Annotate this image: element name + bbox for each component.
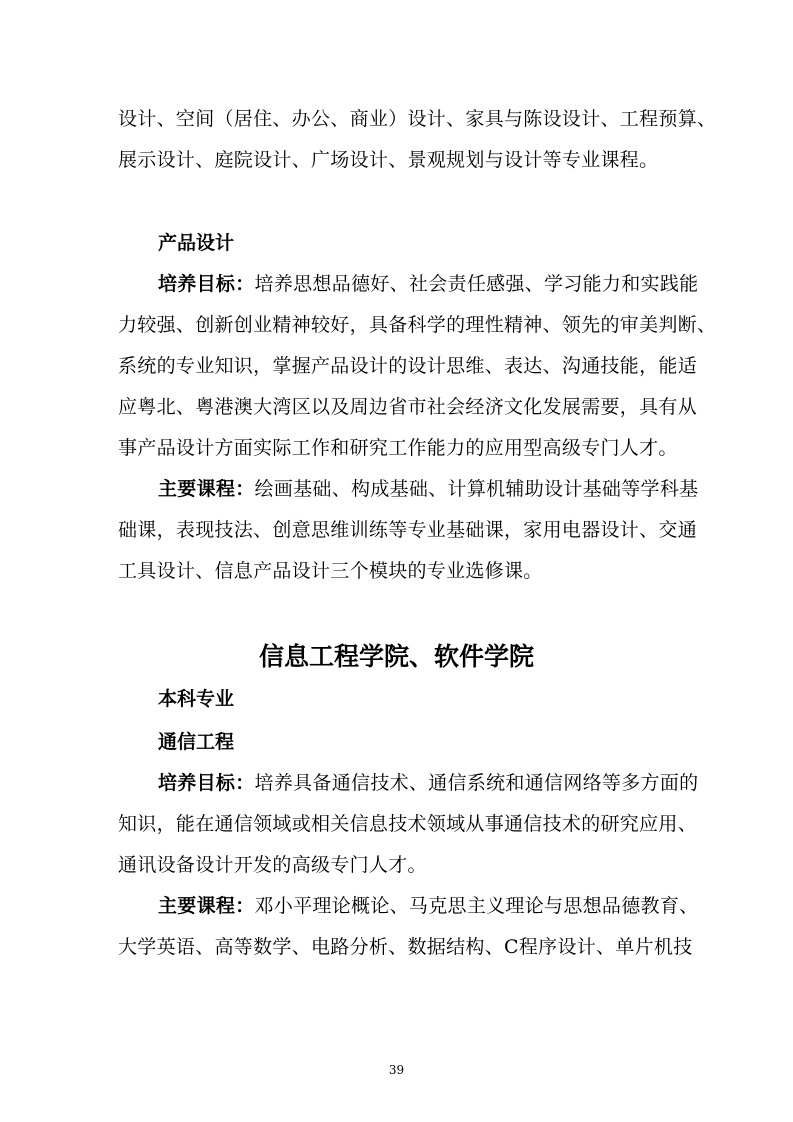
comm-goal-line-3: 通讯设备设计开发的高级专门人才。 (118, 854, 427, 876)
product-design-goal-line-5: 事产品设计方面实际工作和研究工作能力的应用型高级专门人才。 (118, 437, 678, 459)
courses-label: 主要课程： (158, 478, 255, 500)
continuation-line-2: 展示设计、庭院设计、广场设计、景观规划与设计等专业课程。 (118, 149, 659, 171)
continuation-line-1: 设计、空间（居住、办公、商业）设计、家具与陈设设计、工程预算、 (118, 108, 717, 130)
product-design-goal-line-2: 力较强、创新创业精神较好，具备科学的理性精神、领先的审美判断、 (118, 314, 717, 336)
goal-text: 培养具备通信技术、通信系统和通信网络等多方面的 (254, 772, 699, 794)
undergrad-label: 本科专业 (158, 688, 235, 710)
comm-courses-line-1 (158, 893, 699, 919)
product-design-goal-line-3: 系统的专业知识，掌握产品设计的设计思维、表达、沟通技能，能适 (118, 355, 698, 377)
product-design-title: 产品设计 (158, 232, 235, 254)
college-title: 信息工程学院、软件学院 (258, 642, 534, 671)
goal-label: 培养目标： (158, 772, 255, 794)
product-design-goal-line-4: 应粤北、粤港澳大湾区以及周边省市社会经济文化发展需要，具有从 (118, 396, 698, 418)
product-design-courses-line-2: 础课，表现技法、创意思维训练等专业基础课，家用电器设计、交通 (118, 519, 698, 541)
goal-label: 培养目标： (158, 273, 255, 295)
product-design-courses-line-1 (158, 476, 699, 502)
comm-goal-line-2: 知识，能在通信领域或相关信息技术领域从事通信技术的研究应用、 (118, 813, 698, 835)
courses-label: 主要课程： (158, 895, 255, 917)
page-number: 39 (388, 1063, 405, 1077)
courses-text: 邓小平理论概论、马克思主义理论与思想品德教育、 (254, 895, 699, 917)
comm-courses-line-2: 大学英语、高等数学、电路分析、数据结构、C程序设计、单片机技 (118, 936, 693, 958)
communication-engineering-title: 通信工程 (158, 731, 235, 753)
comm-goal-line-1 (158, 770, 699, 796)
product-design-goal-line-1 (158, 271, 699, 297)
courses-text: 绘画基础、构成基础、计算机辅助设计基础等学科基 (254, 478, 699, 500)
goal-text: 培养思想品德好、社会责任感强、学习能力和实践能 (254, 273, 699, 295)
product-design-courses-line-3: 工具设计、信息产品设计三个模块的专业选修课。 (118, 560, 543, 582)
